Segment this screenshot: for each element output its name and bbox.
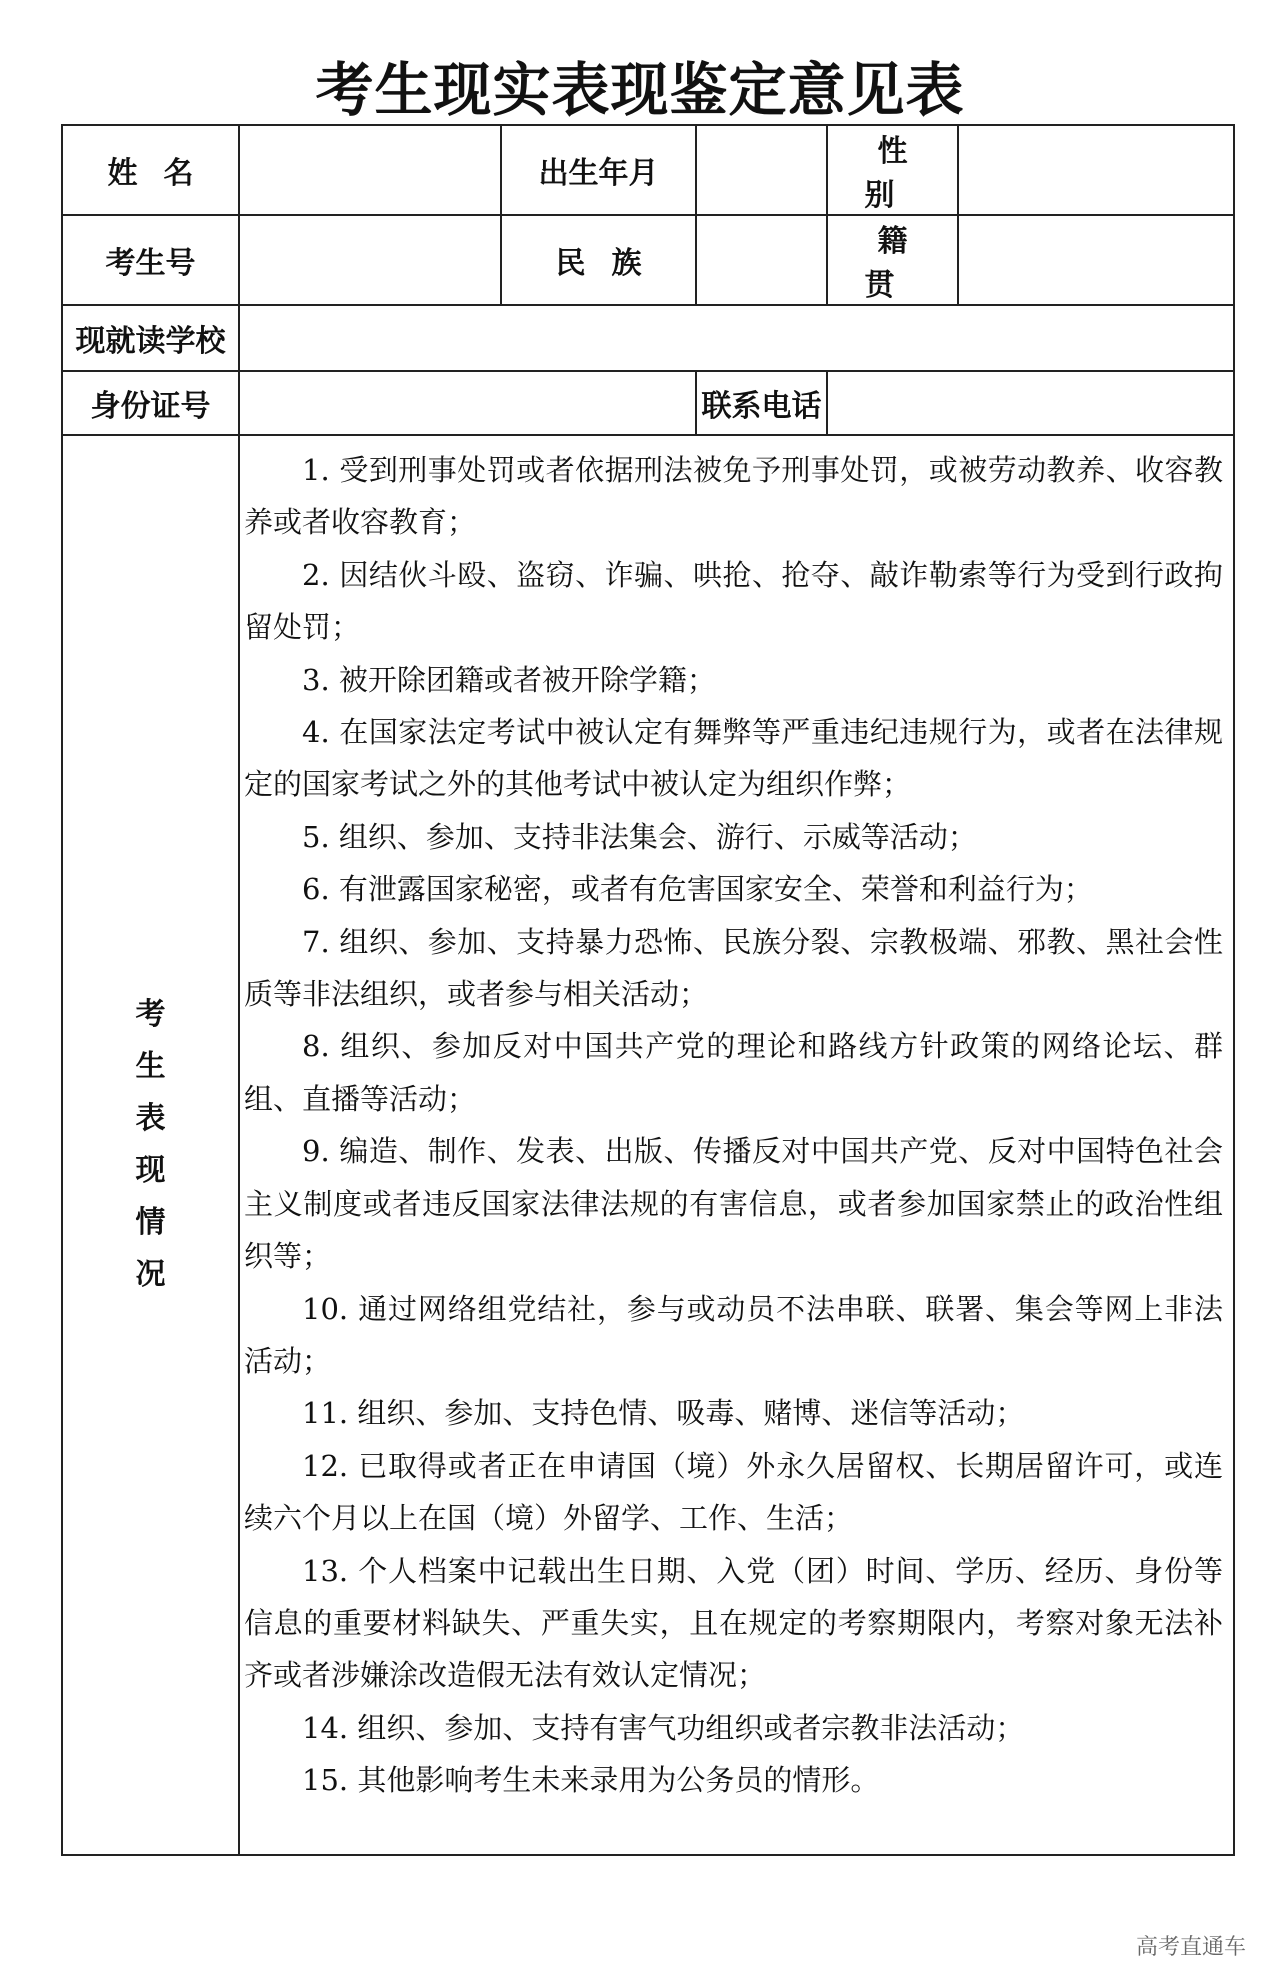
gender-field[interactable]	[958, 125, 1234, 215]
list-item: 9. 编造、制作、发表、出版、传播反对中国共产党、反对中国特色社会主义制度或者违反国家法律法规的有害信息，或者参加国家禁止的政治性组织等；	[244, 1134, 1223, 1274]
list-item: 3. 被开除团籍或者被开除学籍；	[302, 662, 716, 697]
row-school	[62, 305, 1234, 371]
row-id	[62, 371, 1234, 435]
ethnicity-field[interactable]	[696, 215, 827, 305]
list-item: 11. 组织、参加、支持色情、吸毒、赌博、迷信等活动；	[302, 1396, 1025, 1431]
list-item: 6. 有泄露国家秘密，或者有危害国家安全、荣誉和利益行为；	[302, 872, 1093, 907]
list-item: 15. 其他影响考生未来录用为公务员的情形。	[302, 1763, 880, 1798]
list-item: 4. 在国家法定考试中被认定有舞弊等严重违纪违规行为，或者在法律规定的国家考试之外的其他考试中被认定为组织作弊；	[244, 715, 1223, 802]
name-field[interactable]	[239, 125, 501, 215]
watermark: 高考直通车	[1135, 1935, 1246, 1960]
list-item: 7. 组织、参加、支持暴力恐怖、民族分裂、宗教极端、邪教、黑社会性质等非法组织，或者参与相关活动；	[244, 924, 1223, 1012]
performance-items	[239, 435, 1234, 1855]
native-place-label: 籍贯	[827, 215, 958, 305]
exam-no-field[interactable]	[239, 215, 501, 305]
name-label: 姓名	[62, 125, 239, 215]
performance-label-char: 现	[135, 1153, 166, 1188]
performance-label-char: 表	[135, 1101, 166, 1136]
appraisal-form	[61, 124, 1235, 1856]
row-name	[62, 125, 1234, 215]
performance-label	[62, 435, 239, 1855]
id-no-field[interactable]	[239, 371, 696, 435]
list-item: 8. 组织、参加反对中国共产党的理论和路线方针政策的网络论坛、群组、直播等活动；	[244, 1029, 1223, 1116]
list-item: 12. 已取得或者正在申请国（境）外永久居留权、长期居留许可，或连续六个月以上在国（境）外留学、工作、生活；	[244, 1448, 1223, 1536]
page-title: 考生现实表现鉴定意见表	[315, 56, 965, 124]
row-performance	[62, 435, 1234, 1855]
id-no-label: 身份证号	[62, 371, 239, 435]
birth-label: 出生年月	[501, 125, 696, 215]
ethnicity-label: 民族	[501, 215, 696, 305]
row-exam-no	[62, 215, 1234, 305]
performance-label-char: 生	[135, 1049, 166, 1084]
gender-label: 性别	[827, 125, 958, 215]
native-place-field[interactable]	[958, 215, 1234, 305]
list-item: 14. 组织、参加、支持有害气功组织或者宗教非法活动；	[302, 1710, 1025, 1745]
list-item: 10. 通过网络组党结社，参与或动员不法串联、联署、集会等网上非法活动；	[244, 1291, 1223, 1378]
list-item: 13. 个人档案中记载出生日期、入党（团）时间、学历、经历、身份等信息的重要材料缺失、严重失实，且在规定的考察期限内，考察对象无法补齐或者涉嫌涂改造假无法有效认定情况；	[244, 1553, 1223, 1693]
performance-label-char: 考	[135, 997, 166, 1032]
school-field[interactable]	[239, 305, 1234, 371]
performance-label-char: 况	[135, 1257, 166, 1292]
school-label: 现就读学校	[62, 305, 239, 371]
list-item: 1. 受到刑事处罚或者依据刑法被免予刑事处罚，或被劳动教养、收容教养或者收容教育；	[244, 453, 1223, 540]
phone-label: 联系电话	[696, 371, 827, 435]
list-item: 2. 因结伙斗殴、盗窃、诈骗、哄抢、抢夺、敲诈勒索等行为受到行政拘留处罚；	[244, 557, 1223, 645]
exam-no-label: 考生号	[62, 215, 239, 305]
phone-field[interactable]	[827, 371, 1234, 435]
birth-field[interactable]	[696, 125, 827, 215]
list-item: 5. 组织、参加、支持非法集会、游行、示威等活动；	[302, 819, 977, 854]
performance-label-char: 情	[135, 1205, 166, 1240]
